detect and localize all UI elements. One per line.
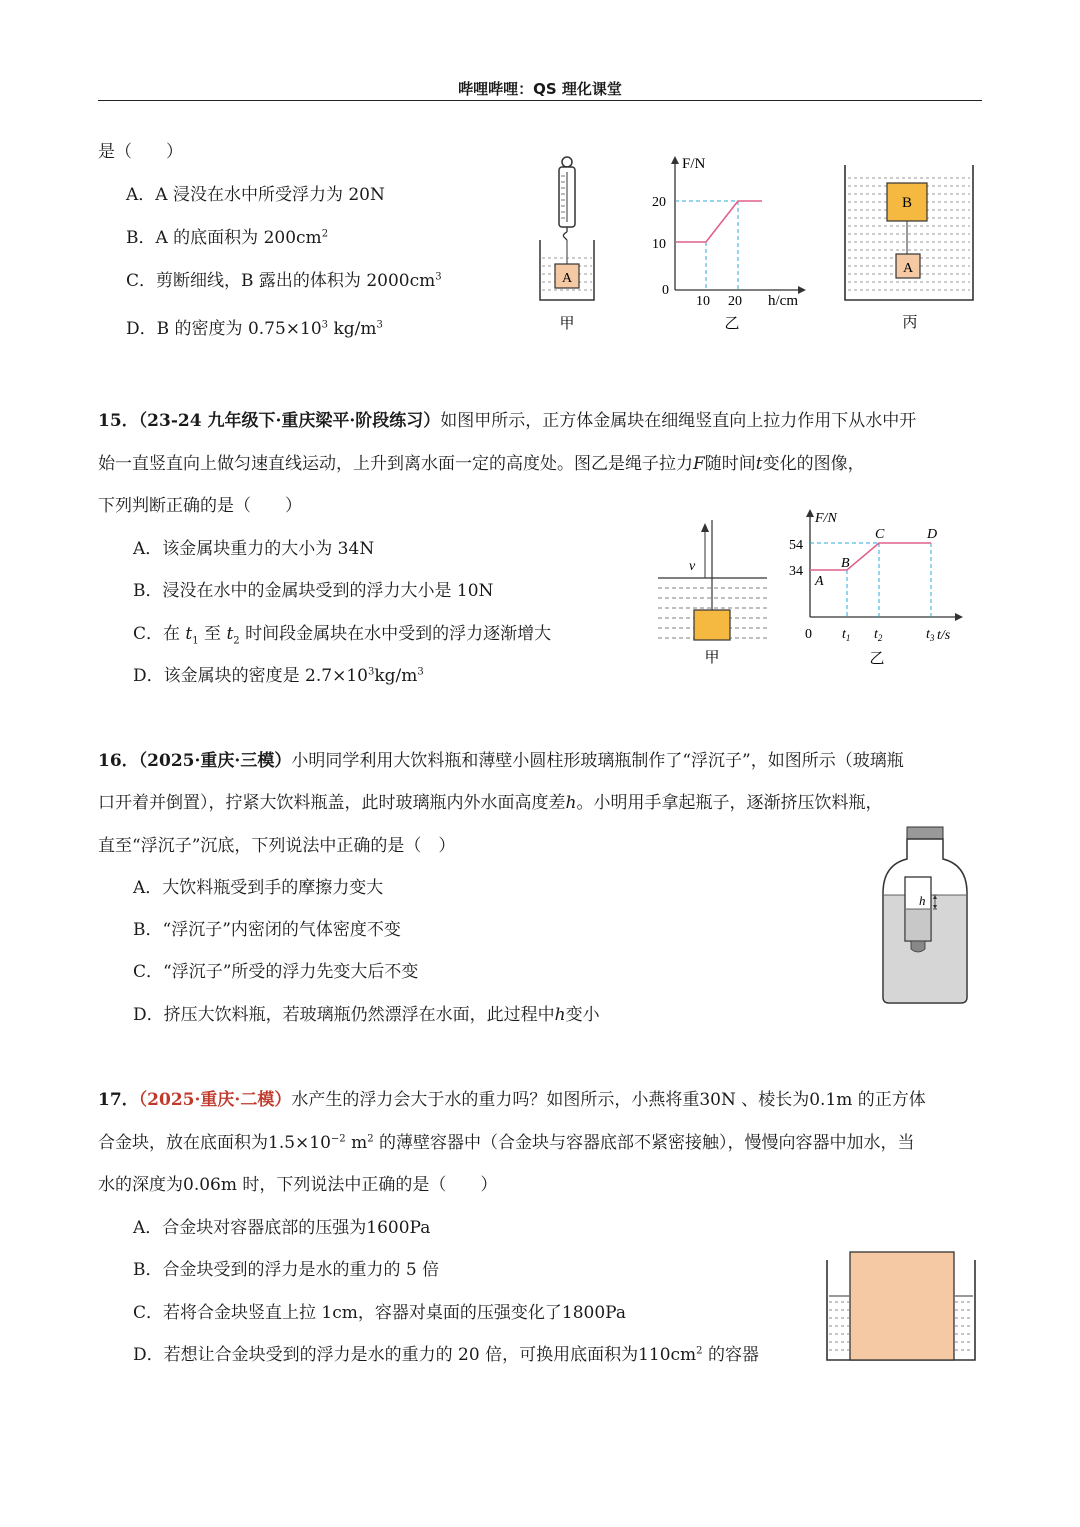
q15-point-c: C bbox=[875, 527, 885, 542]
q14-option-d[interactable]: D．B 的密度为 $0.75\times 10^3$ $kg/m^3$ bbox=[126, 319, 383, 339]
q15-stem-line2: 始一直竖直向上做匀速直线运动，上升到离水面一定的高度处。图乙是绳子拉力F随时间t变化的图像， bbox=[98, 454, 865, 474]
q14-stem-tail: 是（ ） bbox=[98, 142, 183, 162]
q14-graph-ytick-10: 10 bbox=[652, 237, 666, 252]
q14-graph-y-label: F/N bbox=[682, 156, 706, 172]
q14-graph-x-label: h/cm bbox=[768, 293, 798, 309]
q17-option-d[interactable]: D．若想让合金块受到的浮力是水的重力的 20 倍，可换用底面积为$110cm^2$ 的容器 bbox=[133, 1345, 759, 1365]
q16-number: 16． bbox=[98, 751, 139, 771]
q15-option-b[interactable]: B．浸没在水中的金属块受到的浮力大小是 10N bbox=[133, 581, 494, 601]
q15-graph-origin: 0 bbox=[805, 627, 812, 642]
q17-option-a[interactable]: A．合金块对容器底部的压强为1600Pa bbox=[133, 1218, 431, 1238]
q15-graph-ytick-34: 34 bbox=[789, 564, 803, 579]
q15-figure-yi-graph bbox=[785, 505, 975, 670]
q14-graph-ytick-20: 20 bbox=[652, 195, 666, 210]
q17-alloy-cube bbox=[850, 1252, 954, 1360]
q15-source: （23-24 九年级下·重庆梁平·阶段练习） bbox=[138, 411, 441, 431]
q15-tick-t2: $t_2$ bbox=[874, 627, 883, 643]
q15-number: 15． bbox=[98, 411, 139, 431]
q15-graph-ytick-54: 54 bbox=[789, 538, 803, 553]
svg-text:B: B bbox=[901, 195, 913, 211]
q15-option-a[interactable]: A．该金属块重力的大小为 34N bbox=[133, 539, 375, 559]
q15-option-c[interactable]: C．在 $t_1$ 至 $t_2$ 时间段金属块在水中受到的浮力逐渐增大 bbox=[133, 624, 552, 647]
svg-text:A: A bbox=[561, 271, 573, 286]
q14-graph-xtick-10: 10 bbox=[696, 294, 710, 309]
q17-stem-line1: 17．（2025·重庆·二模）水产生的浮力会大于水的重力吗？如图所示，小燕将重30N 、棱长为0.1m 的正方体 bbox=[98, 1090, 926, 1110]
q15-metal-block bbox=[694, 610, 730, 640]
svg-text:丙: 丙 bbox=[902, 315, 918, 331]
svg-text:A: A bbox=[902, 261, 914, 276]
q17-option-c[interactable]: C．若将合金块竖直上拉 1cm，容器对桌面的压强变化了1800Pa bbox=[133, 1303, 626, 1323]
q15-point-a: A bbox=[815, 574, 824, 589]
q15-tick-t1: $t_1$ bbox=[842, 627, 851, 643]
q16-option-a[interactable]: A．大饮料瓶受到手的摩擦力变大 bbox=[133, 878, 384, 898]
q17-number: 17． bbox=[98, 1090, 139, 1110]
q15-stem-line1: 15．（23-24 九年级下·重庆梁平·阶段练习）如图甲所示，正方体金属块在细绳竖直向上拉力作用下从水中开 bbox=[98, 411, 917, 431]
q16-stem-line3: 直至“浮沉子”沉底，下列说法中正确的是（ ） bbox=[98, 836, 456, 856]
q15-point-b: B bbox=[841, 556, 850, 571]
q15-tick-t3: $t_3$ bbox=[926, 627, 935, 643]
q15-graph-y-label: F/N bbox=[815, 511, 837, 526]
q17-stem-line3: 水的深度为0.06m 时，下列说法中正确的是（ ） bbox=[98, 1175, 498, 1195]
q16-stem-line1: 16．（2025·重庆·三模）小明同学利用大饮料瓶和薄壁小圆柱形玻璃瓶制作了“浮沉子”，如图所示（玻璃瓶 bbox=[98, 751, 904, 771]
svg-text:乙: 乙 bbox=[869, 651, 885, 667]
svg-text:甲: 甲 bbox=[704, 650, 720, 666]
q17-figure-container bbox=[822, 1250, 982, 1365]
q15-velocity-label: v bbox=[689, 559, 696, 574]
q15-figure-jia bbox=[655, 520, 770, 670]
q15-option-d[interactable]: D．该金属块的密度是 $2.7\times 10^3kg/m^3$ bbox=[133, 666, 424, 686]
q15-graph-line bbox=[810, 543, 931, 570]
q14-option-c[interactable]: C．剪断细线，B 露出的体积为 $2000cm^3$ bbox=[126, 271, 442, 291]
q14-option-a[interactable]: A．A 浸没在水中所受浮力为 20N bbox=[126, 185, 385, 205]
q16-option-d[interactable]: D．挤压大饮料瓶，若玻璃瓶仍然漂浮在水面，此过程中h变小 bbox=[133, 1005, 600, 1025]
q17-option-b[interactable]: B．合金块受到的浮力是水的重力的 5 倍 bbox=[133, 1260, 440, 1280]
q17-source: （2025·重庆·二模） bbox=[138, 1090, 292, 1110]
page-header: 哔哩哔哩：QS 理化课堂 bbox=[458, 80, 622, 98]
q14-figure-yi-graph bbox=[640, 150, 820, 340]
q14-graph-xtick-20: 20 bbox=[728, 294, 742, 309]
q16-option-b[interactable]: B．“浮沉子”内密闭的气体密度不变 bbox=[133, 920, 401, 940]
q14-figure-jia bbox=[530, 150, 600, 340]
q16-figure-bottle bbox=[875, 825, 975, 1010]
q14-graph-origin: 0 bbox=[662, 283, 669, 298]
q14-figure-bing bbox=[840, 160, 980, 340]
q14-graph-line bbox=[675, 201, 762, 242]
q15-stem-line3: 下列判断正确的是（ ） bbox=[98, 496, 302, 516]
q15-point-d: D bbox=[927, 527, 938, 542]
q17-stem-line2: 合金块，放在底面积为$1.5\times 10^{-2}$ $m^2$ 的薄壁容器中（合金块与容器底部不紧密接触），慢慢向容器中加水，当 bbox=[98, 1133, 915, 1153]
q16-source: （2025·重庆·三模） bbox=[138, 751, 292, 771]
q16-option-c[interactable]: C．“浮沉子”所受的浮力先变大后不变 bbox=[133, 962, 419, 982]
svg-text:甲: 甲 bbox=[559, 316, 575, 332]
header-rule bbox=[98, 100, 982, 101]
q15-graph-x-label: t/s bbox=[937, 628, 951, 643]
q16-h-label: h bbox=[919, 893, 926, 908]
svg-text:乙: 乙 bbox=[724, 316, 740, 332]
q14-option-b[interactable]: B．A 的底面积为 $200cm^2$ bbox=[126, 228, 329, 248]
q16-stem-line2: 口开着并倒置），拧紧大饮料瓶盖，此时玻璃瓶内外水面高度差h。小明用手拿起瓶子，逐渐挤压饮料瓶， bbox=[98, 793, 883, 813]
